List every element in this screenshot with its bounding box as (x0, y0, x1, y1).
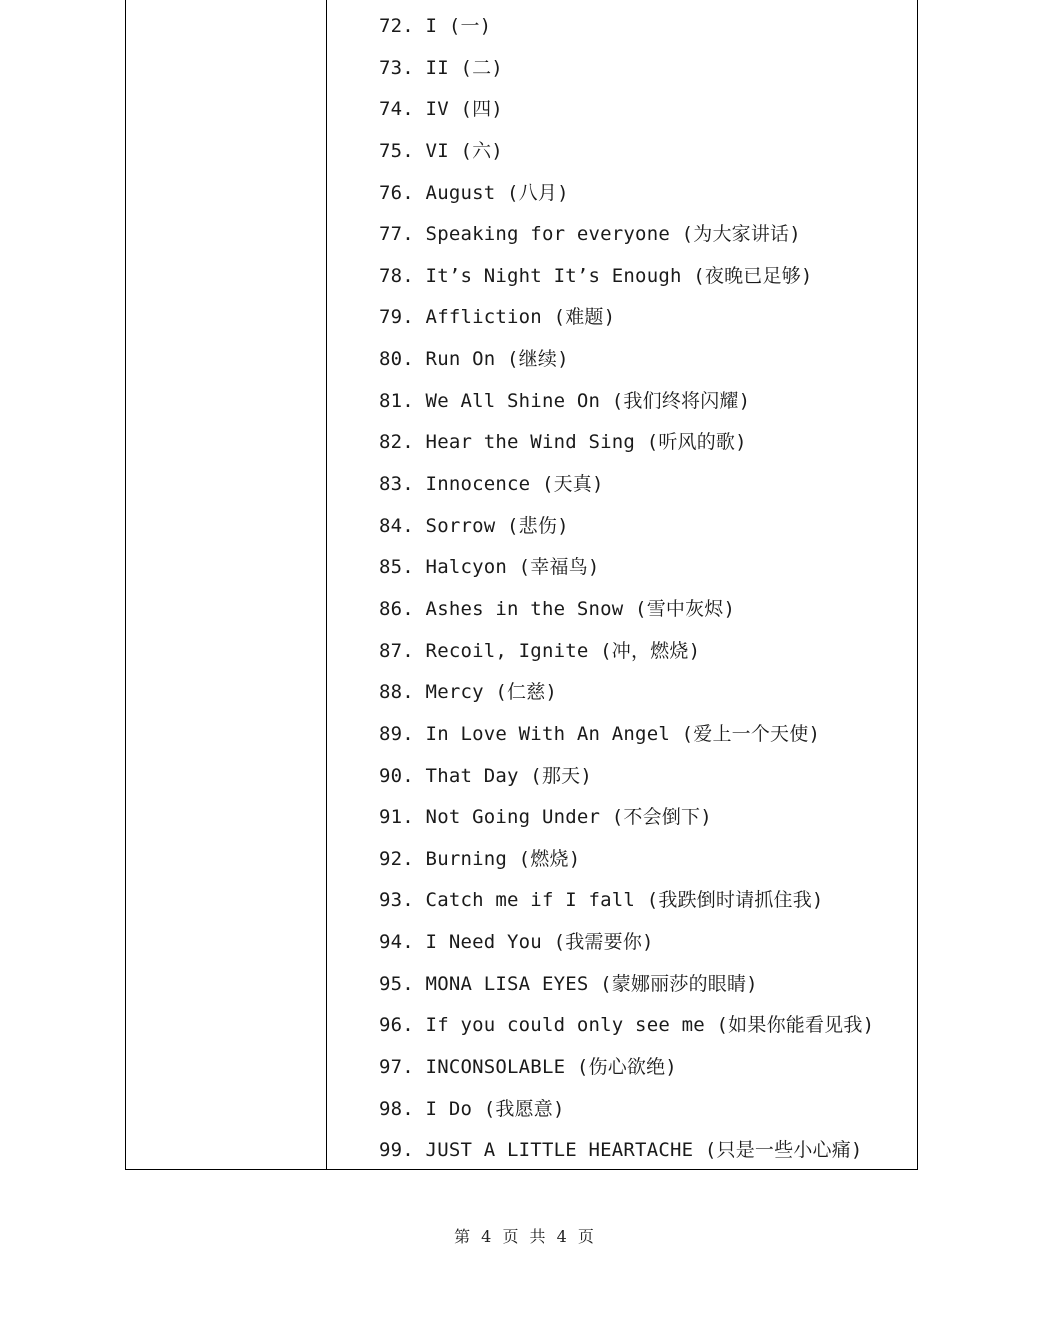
song-list (379, 6, 909, 1172)
page-number-footer: 第 4 页 共 4 页 (454, 1227, 597, 1246)
song-list-item: 92. Burning (燃烧) (379, 847, 581, 870)
song-list-item: 88. Mercy (仁慈) (379, 681, 558, 704)
song-list-item: 86. Ashes in the Snow (雪中灰烬) (379, 597, 736, 620)
song-list-item: 72. I (一) (379, 15, 492, 37)
song-list-item: 73. II (二) (379, 56, 503, 79)
song-list-item: 90. That Day (那天) (379, 764, 592, 787)
song-list-item: 76. August (八月) (379, 181, 569, 204)
song-list-item: 97. INCONSOLABLE (伤心欲绝) (379, 1056, 677, 1079)
song-list-item: 99. JUST A LITTLE HEARTACHE (只是一些小心痛) (379, 1139, 863, 1162)
song-list-item: 75. VI (六) (379, 139, 503, 162)
table-left-cell (126, 0, 326, 1169)
song-list-item: 84. Sorrow (悲伤) (379, 514, 569, 537)
song-list-item: 77. Speaking for everyone (为大家讲话) (379, 223, 801, 246)
song-list-item: 87. Recoil, Ignite (冲，燃烧) (379, 639, 701, 662)
song-list-item: 93. Catch me if I fall (我跌倒时请抓住我) (379, 889, 824, 912)
song-list-item: 91. Not Going Under (不会倒下) (379, 806, 712, 829)
table-column-divider (326, 0, 327, 1170)
song-list-item: 82. Hear the Wind Sing (听风的歌) (379, 431, 747, 454)
song-list-item: 89. In Love With An Angel (爱上一个天使) (379, 722, 821, 745)
song-list-item: 74. IV (四) (379, 98, 503, 121)
song-list-item: 79. Affliction (难题) (379, 306, 616, 329)
song-list-item: 96. If you could only see me (如果你能看见我) (379, 1014, 875, 1037)
song-list-item: 94. I Need You (我需要你) (379, 931, 654, 954)
song-list-item: 80. Run On (继续) (379, 348, 569, 371)
song-list-item: 85. Halcyon (幸福鸟) (379, 556, 600, 579)
song-list-item: 98. I Do (我愿意) (379, 1097, 565, 1120)
song-list-item: 83. Innocence (天真) (379, 473, 604, 496)
song-list-item: 78. It’s Night It’s Enough (夜晚已足够) (379, 264, 813, 287)
song-list-item: 95. MONA LISA EYES (蒙娜丽莎的眼睛) (379, 972, 758, 995)
song-list-item: 81. We All Shine On (我们终将闪耀) (379, 389, 751, 412)
